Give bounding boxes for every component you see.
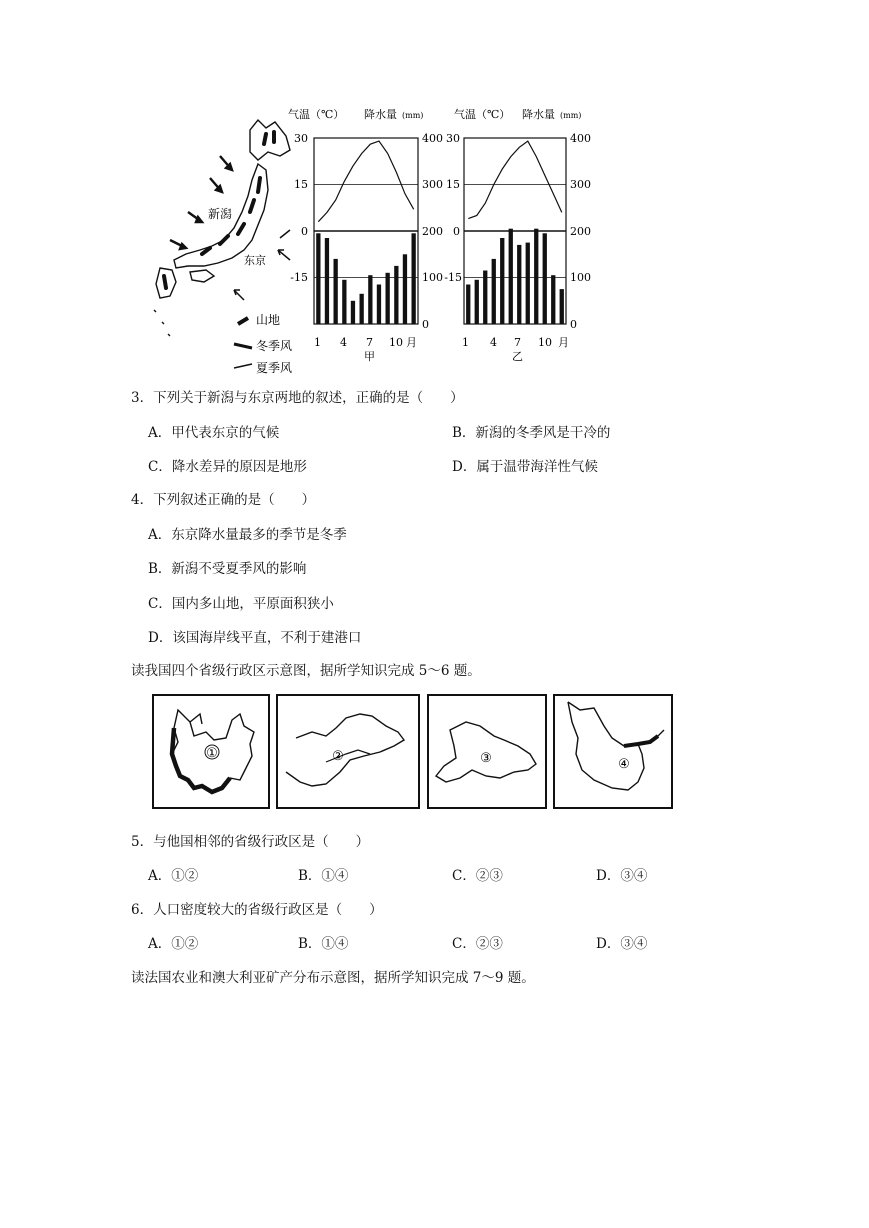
question-5-stem: 5．与他国相邻的省级行政区是（ ） bbox=[131, 834, 370, 850]
chart-yi-rtick-2: 200 bbox=[570, 225, 591, 238]
chart-jia-caption: 甲 bbox=[364, 350, 375, 363]
chart-jia-rtick-0: 400 bbox=[422, 132, 443, 145]
chart-yi-xtick-1: 1 bbox=[462, 336, 469, 349]
question-5-option-d: D．③④ bbox=[596, 868, 648, 884]
shikoku-outline bbox=[190, 270, 214, 282]
chart-yi-precip-bar-8 bbox=[526, 243, 530, 324]
chart-jia-xtick-4: 4 bbox=[340, 336, 347, 349]
province-label-3: ③ bbox=[480, 751, 492, 766]
question-5-option-a: A．①② bbox=[148, 868, 199, 884]
province-maps bbox=[150, 692, 676, 816]
chart-jia-rtick-3: 100 bbox=[422, 271, 443, 284]
chart-jia-precip-unit: (mm) bbox=[402, 111, 424, 120]
chart-yi-precip-bar-12 bbox=[560, 289, 564, 324]
chart-jia-temp-title: 气温（℃） bbox=[288, 108, 345, 121]
chart-jia-ltick-1: 15 bbox=[294, 178, 308, 191]
chart-yi-ltick-1: 15 bbox=[446, 178, 460, 191]
chart-jia-precip-bar-4 bbox=[342, 280, 346, 324]
chart-yi-precip-bar-7 bbox=[517, 245, 521, 324]
chart-yi-temperature-line bbox=[468, 141, 562, 219]
question-6-option-d: D．③④ bbox=[596, 936, 648, 952]
chart-yi-caption: 乙 bbox=[512, 350, 523, 363]
niigata-label: 新潟 bbox=[208, 207, 233, 221]
chart-yi-gridlines bbox=[464, 185, 566, 278]
winter-monsoon-arrows bbox=[170, 156, 232, 249]
question-6-option-c: C．②③ bbox=[452, 936, 503, 952]
hokkaido-outline bbox=[250, 120, 290, 160]
chart-jia-ltick-0: 30 bbox=[294, 132, 308, 145]
chart-yi-xtick-7: 7 bbox=[514, 336, 521, 349]
chart-jia-ltick-2: 0 bbox=[301, 225, 308, 238]
winter-monsoon-legend-icon bbox=[234, 344, 252, 348]
chart-yi-rtick-3: 100 bbox=[570, 271, 591, 284]
question-3-option-a: A．甲代表东京的气候 bbox=[148, 425, 280, 441]
legend-mountain: 山地 bbox=[256, 313, 281, 327]
map-legend bbox=[234, 312, 292, 375]
chart-yi-precip-bar-3 bbox=[483, 271, 487, 325]
okinawa-dots bbox=[154, 310, 170, 336]
chart-yi-precip-bar-6 bbox=[509, 229, 513, 324]
question-6-stem: 6．人口密度较大的省级行政区是（ ） bbox=[131, 902, 383, 918]
japan-map bbox=[154, 120, 290, 336]
chart-yi-ltick-0: 30 bbox=[446, 132, 460, 145]
question-3-option-c: C．降水差异的原因是地形 bbox=[148, 459, 307, 475]
province-label-2: ② bbox=[332, 749, 344, 764]
chart-yi-rtick-1: 300 bbox=[570, 178, 591, 191]
chart-jia-precip-bar-6 bbox=[360, 294, 364, 324]
chart-jia-rtick-1: 300 bbox=[422, 178, 443, 191]
question-5-option-c: C．②③ bbox=[452, 868, 503, 884]
chart-yi-precip-bar-4 bbox=[492, 259, 496, 324]
question-4-stem: 4．下列叙述正确的是（ ） bbox=[131, 492, 316, 508]
question-3-stem: 3．下列关于新潟与东京两地的叙述，正确的是（ ） bbox=[131, 390, 464, 406]
chart-jia-rtick-2: 200 bbox=[422, 225, 443, 238]
chart-yi-precip-bar-2 bbox=[475, 280, 479, 324]
chart-yi-xtick-month: 月 bbox=[558, 336, 569, 349]
province-map-4 bbox=[554, 695, 672, 808]
chart-jia-precip-bar-3 bbox=[334, 259, 338, 324]
chart-jia-precip-title: 降水量 bbox=[364, 108, 397, 121]
province-map-1 bbox=[153, 695, 269, 808]
chart-yi-rtick-4: 0 bbox=[570, 318, 577, 331]
climate-chart-yi bbox=[444, 107, 591, 363]
tokyo-label: 东京 bbox=[244, 254, 266, 267]
chart-yi-xtick-10: 10 bbox=[538, 336, 552, 349]
question-6-option-b: B．①④ bbox=[298, 936, 349, 952]
chart-jia-precip-bar-2 bbox=[325, 238, 329, 324]
chart-yi-temp-title: 气温（℃） bbox=[454, 108, 511, 121]
chart-yi-precip-title: 降水量 bbox=[522, 108, 555, 121]
chart-jia-xtick-month: 月 bbox=[406, 336, 417, 349]
question-6-option-a: A．①② bbox=[148, 936, 199, 952]
chart-jia-ltick-3: -15 bbox=[290, 271, 308, 284]
question-5-option-b: B．①④ bbox=[298, 868, 349, 884]
legend-winter-monsoon: 冬季风 bbox=[256, 339, 293, 353]
chart-yi-precip-bar-1 bbox=[466, 285, 470, 325]
chart-jia-xtick-7: 7 bbox=[366, 336, 373, 349]
legend-summer-monsoon: 夏季风 bbox=[256, 361, 293, 375]
chart-yi-precip-bar-10 bbox=[543, 233, 547, 324]
province-map-2 bbox=[277, 695, 419, 808]
province-map-3 bbox=[428, 695, 546, 808]
question-3-option-b: B．新潟的冬季风是干冷的 bbox=[452, 425, 611, 441]
chart-yi-ltick-3: -15 bbox=[444, 271, 462, 284]
chart-jia-precip-bar-11 bbox=[403, 254, 407, 324]
top-figure bbox=[140, 100, 610, 376]
climate-chart-jia bbox=[288, 107, 443, 363]
chart-yi-ltick-2: 0 bbox=[453, 225, 460, 238]
chart-jia-precip-bar-9 bbox=[386, 273, 390, 324]
province-1-border-thick bbox=[172, 728, 230, 792]
question-4-option-d: D．该国海岸线平直，不利于建港口 bbox=[148, 630, 362, 646]
chart-jia-precip-bar-12 bbox=[412, 233, 416, 324]
province-label-4: ④ bbox=[618, 757, 630, 772]
chart-jia-gridlines bbox=[314, 185, 418, 278]
mountain-legend-icon bbox=[238, 318, 248, 324]
summer-monsoon-legend-icon bbox=[234, 364, 252, 368]
province-label-1: ① bbox=[206, 746, 218, 761]
chart-jia-temperature-line bbox=[318, 141, 413, 222]
province-4-border-thick bbox=[624, 736, 658, 746]
chart-jia-precip-bar-5 bbox=[351, 301, 355, 324]
chart-jia-rtick-4: 0 bbox=[422, 318, 429, 331]
chart-yi-precip-bar-11 bbox=[551, 275, 555, 324]
chart-yi-precip-bar-5 bbox=[500, 238, 504, 324]
chart-jia-precip-bar-7 bbox=[368, 275, 372, 324]
chart-yi-precip-bar-9 bbox=[534, 229, 538, 324]
chart-jia-precip-bar-10 bbox=[394, 266, 398, 324]
chart-jia-precip-bar-1 bbox=[316, 233, 320, 324]
question-4-option-b: B．新潟不受夏季风的影响 bbox=[148, 561, 307, 577]
question-4-option-c: C．国内多山地，平原面积狭小 bbox=[148, 596, 334, 612]
intro-questions-7-9: 读法国农业和澳大利亚矿产分布示意图，据所学知识完成 7～9 题。 bbox=[131, 970, 535, 986]
intro-questions-5-6: 读我国四个省级行政区示意图，据所学知识完成 5～6 题。 bbox=[131, 663, 481, 679]
chart-yi-xtick-4: 4 bbox=[490, 336, 497, 349]
chart-jia-xtick-10: 10 bbox=[389, 336, 403, 349]
chart-jia-precip-bar-8 bbox=[377, 285, 381, 325]
question-4-option-a: A．东京降水量最多的季节是冬季 bbox=[148, 527, 347, 543]
chart-yi-precip-unit: (mm) bbox=[560, 111, 582, 120]
chart-yi-rtick-0: 400 bbox=[570, 132, 591, 145]
question-3-option-d: D．属于温带海洋性气候 bbox=[452, 459, 598, 475]
chart-jia-xtick-1: 1 bbox=[314, 336, 321, 349]
